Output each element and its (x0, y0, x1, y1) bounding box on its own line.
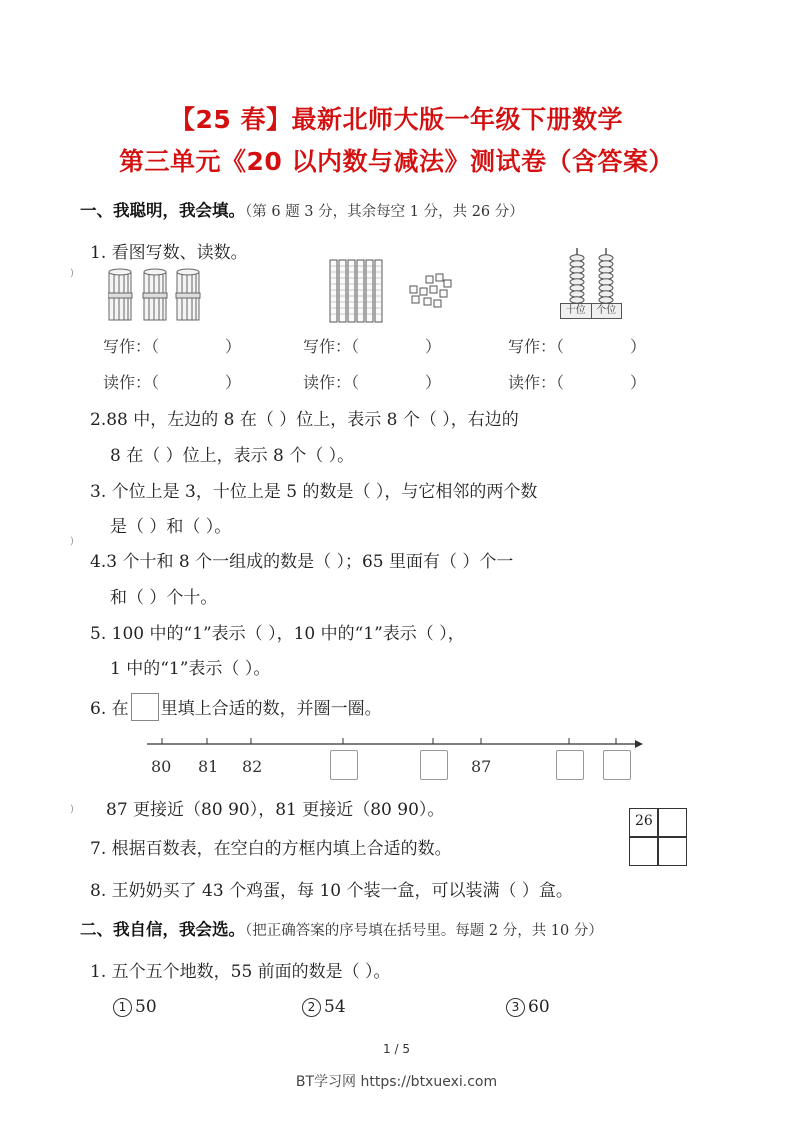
section-1-heading (80, 197, 524, 221)
abacus-figure (560, 246, 622, 320)
section-1-note: （第 6 题 3 分，其余每空 1 分，共 26 分） (245, 204, 524, 220)
grid-cell-given: 26 (629, 808, 658, 837)
q6-compare: 87 更接近（80 90），81 更接近（80 90）。 (106, 800, 445, 820)
option-number-circle: 3 (506, 998, 525, 1017)
binding-mark: ) (70, 536, 74, 547)
section-1-title: 一、我聪明，我会填。 (80, 201, 245, 220)
binding-mark: ) (70, 804, 74, 815)
stick-bundle (176, 269, 200, 320)
read-label: 读作：（ (303, 373, 360, 392)
s2-q1-option-1[interactable] (113, 997, 157, 1017)
option-value: 54 (324, 997, 346, 1017)
q6-prefix: 6. 在 (90, 699, 129, 719)
stick-bundle (108, 269, 132, 320)
nl-answer-box[interactable] (603, 750, 631, 780)
stick-bundle (143, 269, 167, 320)
q1-write-1 (103, 334, 241, 357)
write-label: 写作：（ (303, 337, 360, 356)
q4-line-2: 和（ ）个十。 (110, 588, 218, 608)
option-value: 60 (528, 997, 550, 1017)
nl-answer-box[interactable] (330, 750, 358, 780)
q1-read-3 (508, 370, 646, 393)
close-paren: ） (425, 337, 442, 356)
write-label: 写作：（ (103, 337, 160, 356)
nl-label-82: 82 (242, 757, 263, 776)
section-2-note: （把正确答案的序号填在括号里。每题 2 分，共 10 分） (245, 923, 603, 939)
q5-line-2: 1 中的“1”表示（ ）。 (110, 659, 271, 679)
nl-label-81: 81 (198, 757, 219, 776)
title-line-2: 第三单元《20 以内数与减法》测试卷（含答案） (119, 147, 674, 176)
close-paren: ） (630, 337, 647, 356)
close-paren: ） (630, 373, 647, 392)
stick-bundles-figure (108, 268, 202, 324)
q8-text: 8. 王奶奶买了 43 个鸡蛋，每 10 个装一盒，可以装满（ ）盒。 (90, 881, 573, 901)
close-paren: ） (225, 373, 242, 392)
section-2-heading (80, 916, 603, 940)
read-label: 读作：（ (103, 373, 160, 392)
close-paren: ） (225, 337, 242, 356)
nl-answer-box[interactable] (420, 750, 448, 780)
read-label: 读作：（ (508, 373, 565, 392)
option-number-circle: 1 (113, 998, 132, 1017)
title-line-1: 【25 春】最新北师大版一年级下册数学 (170, 105, 623, 134)
q4-line-1: 4.3 个十和 8 个一组成的数是（ ）；65 里面有（ ）个一 (90, 552, 514, 572)
answer-box-sample (131, 693, 159, 721)
grid-cell-blank[interactable] (658, 808, 687, 837)
nl-label-87: 87 (471, 757, 492, 776)
q1-write-2 (303, 334, 441, 357)
q1-read-1 (103, 370, 241, 393)
page-number: 1 / 5 (383, 1042, 410, 1056)
s2-q1-option-2[interactable] (302, 997, 346, 1017)
write-label: 写作：（ (508, 337, 565, 356)
q3-line-2: 是（ ）和（ ）。 (110, 517, 232, 537)
grid-cell-blank[interactable] (629, 837, 658, 866)
site-footer: BT学习网 https://btxuexi.com (295, 1074, 498, 1090)
q1-text: 1. 看图写数、读数。 (90, 243, 248, 263)
q5-line-1: 5. 100 中的“1”表示（ ），10 中的“1”表示（ ）， (90, 624, 465, 644)
ten-rods-figure (328, 258, 463, 326)
option-number-circle: 2 (302, 998, 321, 1017)
q6-suffix: 里填上合适的数，并圈一圈。 (160, 699, 382, 719)
s2-q1-option-3[interactable] (506, 997, 550, 1017)
q2-line-1: 2.88 中，左边的 8 在（ ）位上，表示 8 个（ ），右边的 (90, 410, 519, 430)
q1-read-2 (303, 370, 441, 393)
binding-mark: ) (70, 268, 74, 279)
q2-line-2: 8 在（ ）位上，表示 8 个（ ）。 (110, 446, 355, 466)
s2-q1-text: 1. 五个五个地数，55 前面的数是（ ）。 (90, 962, 391, 982)
unit-cubes (410, 274, 451, 307)
abacus-label-tens: 十位 (561, 304, 592, 318)
q3-line-1: 3. 个位上是 3，十位上是 5 的数是（ ），与它相邻的两个数 (90, 482, 538, 502)
nl-answer-box[interactable] (556, 750, 584, 780)
hundreds-chart-grid (629, 808, 687, 866)
abacus-label-ones: 个位 (596, 305, 617, 316)
nl-label-80: 80 (151, 757, 172, 776)
section-2-title: 二、我自信，我会选。 (80, 920, 245, 939)
option-value: 50 (135, 997, 157, 1017)
close-paren: ） (425, 373, 442, 392)
q7-text: 7. 根据百数表，在空白的方框内填上合适的数。 (90, 839, 452, 859)
q1-write-3 (508, 334, 646, 357)
q6-text (90, 693, 382, 721)
grid-cell-blank[interactable] (658, 837, 687, 866)
